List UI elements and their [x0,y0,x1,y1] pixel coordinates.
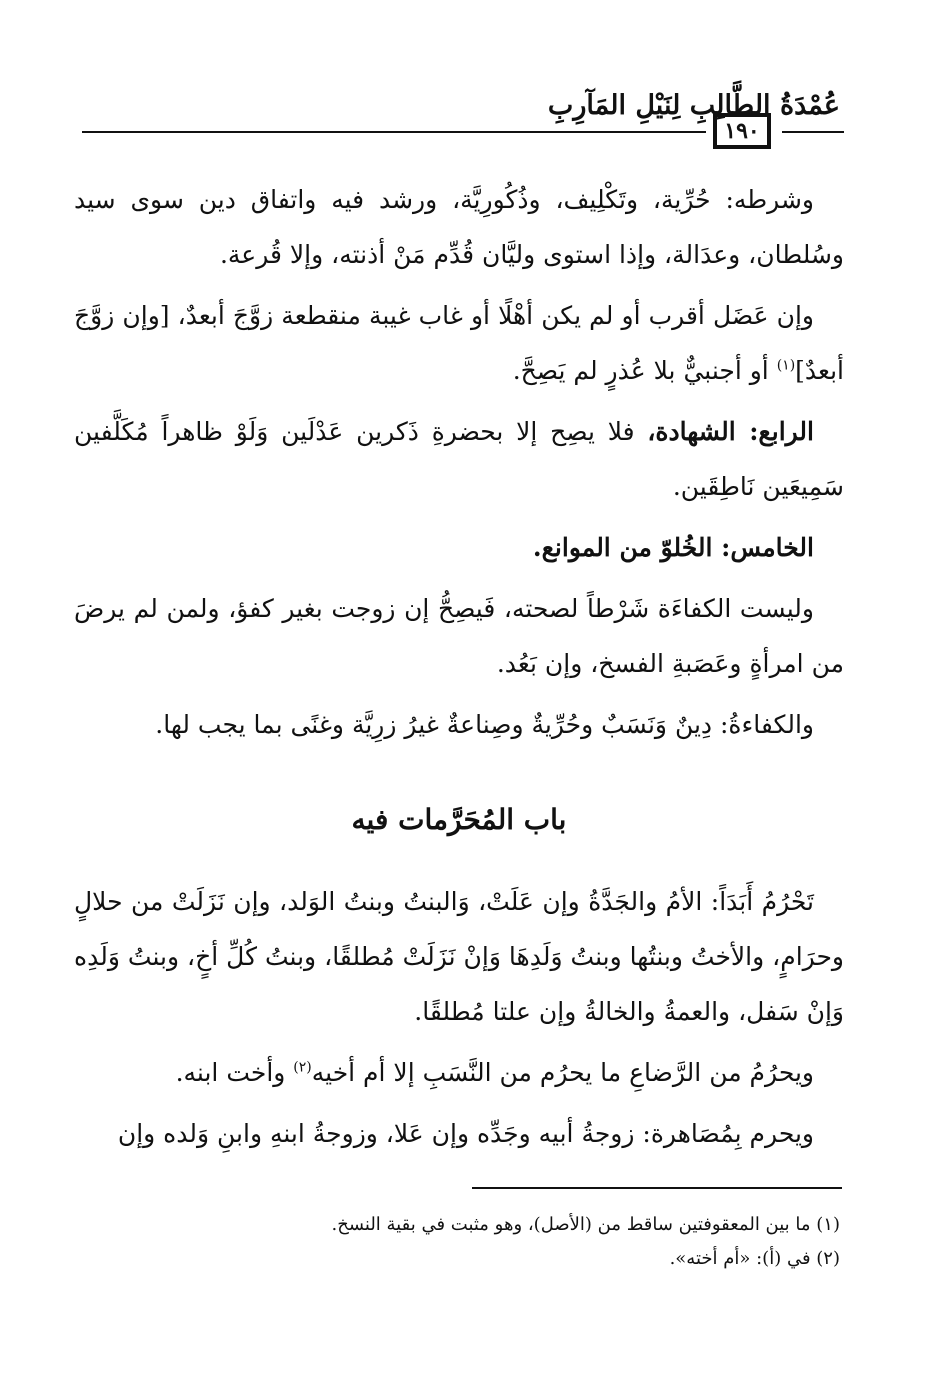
paragraph-fifth-impediments [74,520,844,575]
paragraph-fourth-testimony [74,404,844,514]
paragraph-text: وليست الكفاءَة شَرْطاً لصحته، فَيصِحُّ إن زوجت بغير كفؤ، ولمن لم يرضَ من امرأةٍ وعَصَبةِ الفسخ، وإن بَعُد. [74,594,844,678]
paragraph-lead: الرابع: الشهادة، [647,417,814,446]
footnote-ref-1: (١) [776,357,796,374]
paragraph-compatibility [74,581,844,691]
paragraph-conditions [74,172,844,282]
paragraph-lead: الخامس: الخُلوّ من الموانع. [532,533,814,562]
running-title: عُمْدَةُ الطَّالِبِ لِنَيْلِ المَآرِبِ [547,90,840,121]
paragraph-text: ويحرم بِمُصَاهرة: زوجةُ أبيه وجَدِّه وإن عَلا، وزوجةُ ابنهِ وابنِ وَلده وإن [117,1119,814,1148]
paragraph-text: أو أجنبيٌّ بلا عُذرٍ لم يَصِحَّ. [512,356,777,385]
footnote-1: (١) ما بين المعقوفتين ساقط من (الأصل)، وهو مثبت في بقية النسخ. [331,1214,840,1235]
main-text [74,172,844,1167]
header-rule-short [782,131,844,133]
header-rule [82,131,706,133]
paragraph-nursing [74,1045,844,1100]
paragraph-text: وإن عَضَل أقرب أو لم يكن أهْلًا أو غاب غيبة منقطعة زوَّجَ أبعدٌ، [وإن زوَّجَ أبعدٌ] [74,301,844,385]
paragraph-forever-prohibited [74,874,844,1039]
paragraph-compatibility-definition [74,697,844,752]
section-heading: باب المُحَرَّمات فيه [351,803,567,836]
paragraph-marriage-relation [74,1106,844,1161]
footnotes [80,1208,840,1276]
footnote-ref-2: (٢) [293,1059,312,1076]
paragraph-text: ويحرُمُ من الرَّضاعِ ما يحرُم من النَّسَبِ إلا أم أخيه [311,1058,814,1087]
paragraph-text: فلا يصِح إلا بحضرةِ ذَكرين عَدْلَين وَلَوْ ظاهراً مُكَلَّفين سَمِيعَين نَاطِقَين. [74,417,844,501]
footnote-2: (٢) في (أ): «أم أخته». [669,1248,840,1269]
paragraph-text: وشرطه: حُرِّية، وتَكْلِيف، وذُكُورِيَّة، ورشد فيه واتفاق دين سوى سيد وسُلطان، وعدَالة، وإذا استوى وليَّان قُدِّم مَنْ أذنته، وإلا قُرعة. [74,185,844,269]
paragraph-text: وأخت ابنه. [175,1058,294,1087]
paragraph-guardian [74,288,844,398]
paragraph-text: تَحْرُمُ أَبَدَاً: الأمُ والجَدَّةُ وإن عَلَتْ، وَالبنتُ وبنتُ الوَلد، وإن نَزَلَتْ من حلالٍ وحرَامٍ، والأختُ وبنتُها وبنتُ وَلَدِهَا وَإنْ نَزَلَتْ مُطلقًا، وبنتُ كُلِّ أخٍ، وبنتُ وَلَدِه وَإنْ سَفل، والعمةُ والخالةُ وإن علتا مُطلقًا. [74,887,844,1026]
paragraph-text: والكفاءةُ: دِينٌ وَنَسَبٌ وحُرِّيةٌ وصِناعةٌ غيرُ زرِيَّة وغنًى بما يجب لها. [155,710,814,739]
footnote-separator [472,1187,842,1189]
page-number: ١٩٠ [713,113,771,149]
